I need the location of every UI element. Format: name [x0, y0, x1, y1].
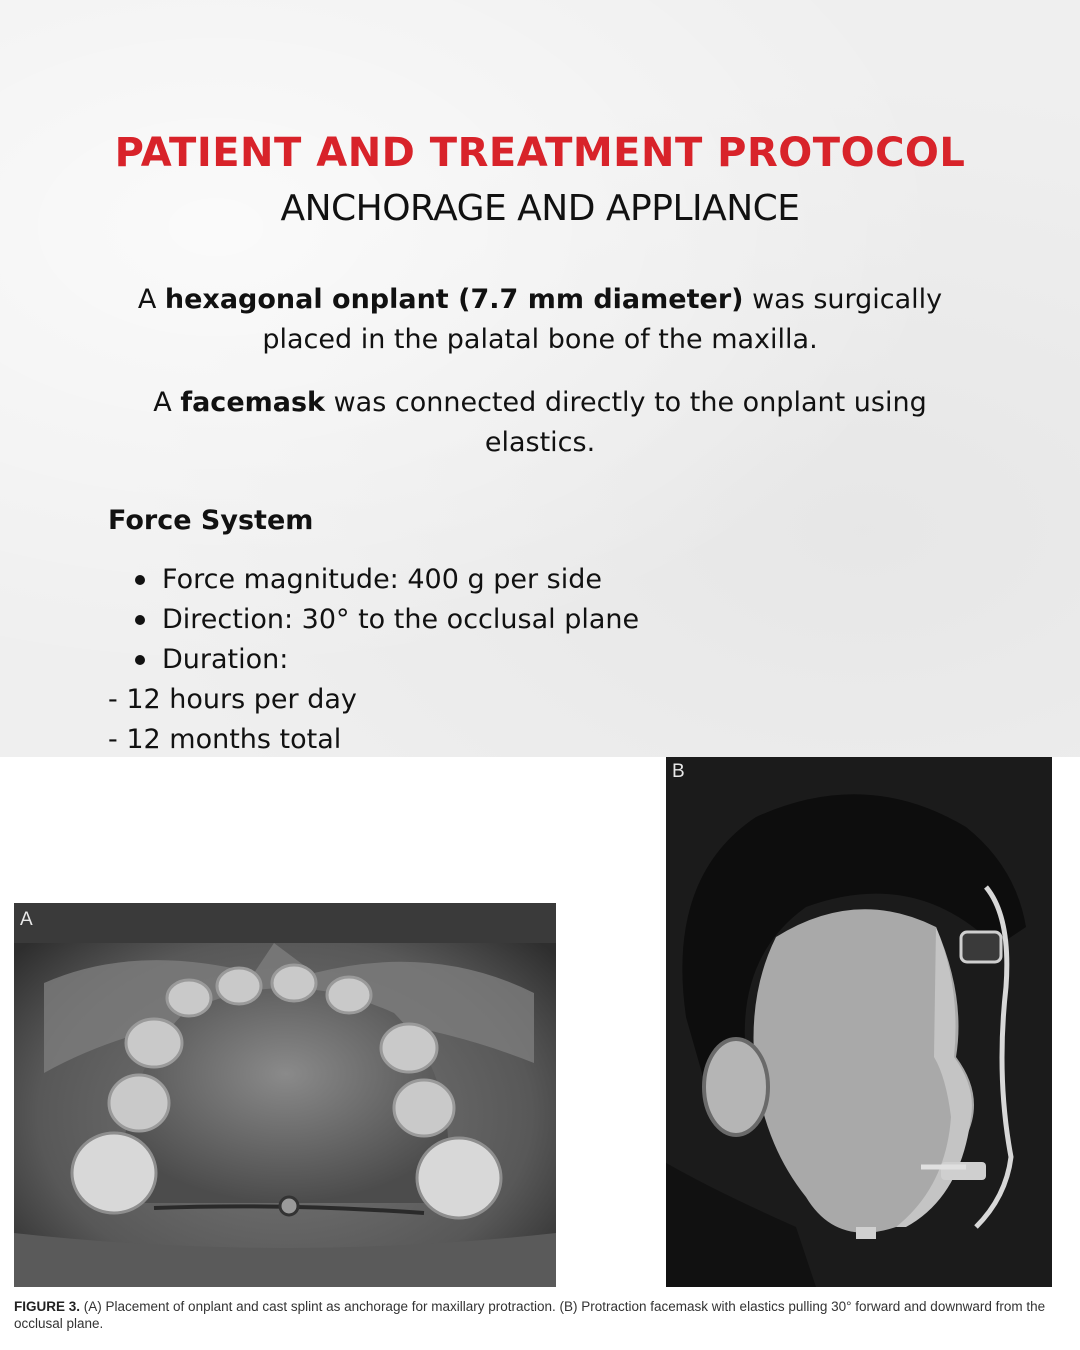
p2-bold: facemask	[180, 387, 326, 418]
force-system-heading: Force System	[108, 505, 314, 536]
duration-list	[108, 680, 357, 760]
force-bullet-list	[135, 560, 639, 680]
caption-text: (A) Placement of onplant and cast splint as anchorage for maxillary protraction. (B) Protraction facemask with elastics pulling 30° forward and downward from the occlusal plane.	[14, 1299, 1046, 1331]
p1-suffix: was surgically placed in the palatal bone of the maxilla.	[262, 284, 943, 355]
figure-panel-a-photo	[14, 903, 556, 1287]
p1-prefix: A	[137, 284, 165, 315]
duration-hours: - 12 hours per day	[108, 684, 357, 715]
page-title: PATIENT AND TREATMENT PROTOCOL	[114, 130, 966, 176]
figure-caption	[14, 1298, 1064, 1332]
page-subtitle: ANCHORAGE AND APPLIANCE	[280, 188, 800, 229]
onplant-paragraph	[110, 280, 970, 360]
p1-bold: hexagonal onplant (7.7 mm diameter)	[164, 284, 744, 315]
caption-label: FIGURE 3.	[14, 1299, 81, 1314]
p2-suffix: was connected directly to the onplant using elastics.	[325, 387, 927, 458]
duration-months: - 12 months total	[108, 724, 342, 755]
bullet-duration: Duration:	[135, 640, 639, 680]
bullet-direction: Direction: 30° to the occlusal plane	[135, 600, 639, 640]
panel-b-letter: B	[672, 761, 685, 782]
figure-panel-b-photo	[666, 757, 1052, 1287]
p2-prefix: A	[153, 387, 181, 418]
facemask-paragraph	[110, 383, 970, 463]
palate-splint-illustration	[14, 903, 556, 1287]
facemask-profile-illustration	[666, 757, 1052, 1287]
panel-a-letter: A	[20, 909, 33, 930]
bullet-force-magnitude: Force magnitude: 400 g per side	[135, 560, 639, 600]
